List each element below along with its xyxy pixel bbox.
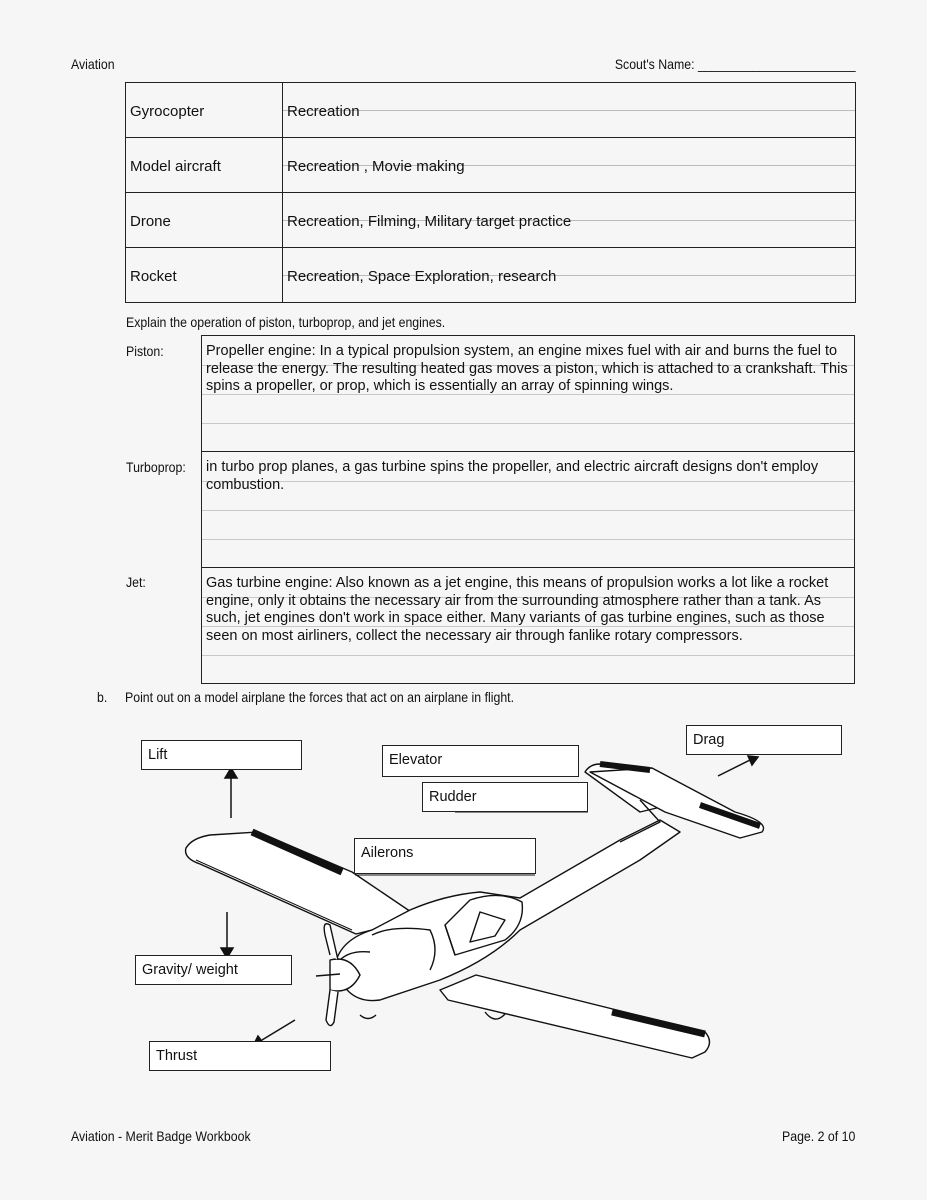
scout-name-field: Scout's Name: _______________________ — [615, 56, 856, 72]
piston-answer-box — [201, 335, 855, 452]
craft-cell — [126, 193, 283, 248]
use-text: Recreation, Filming, Military target practice — [287, 213, 572, 230]
ailerons-label: Ailerons — [354, 838, 536, 874]
form-line — [283, 110, 855, 111]
table-row — [126, 83, 856, 138]
elevator-label: Elevator — [382, 745, 579, 777]
footer-title: Aviation - Merit Badge Workbook — [71, 1128, 251, 1144]
jet-answer-box — [201, 567, 855, 684]
craft-name: Model aircraft — [130, 158, 221, 175]
rudder-label: Rudder — [422, 782, 588, 812]
thrust-arrow — [262, 1020, 295, 1040]
table-row — [126, 138, 856, 193]
use-cell — [283, 248, 856, 303]
section-marker: b. — [97, 689, 108, 705]
ruled-line — [202, 510, 854, 511]
header-title: Aviation — [71, 56, 115, 72]
craft-name: Gyrocopter — [130, 103, 205, 120]
craft-name: Rocket — [130, 268, 177, 285]
gravity-label: Gravity/ weight — [135, 955, 292, 985]
table-row — [126, 193, 856, 248]
craft-name: Drone — [130, 213, 171, 230]
engines-prompt: Explain the operation of piston, turboprop, and jet engines. — [126, 314, 446, 330]
piston-answer: Propeller engine: In a typical propulsion system, an engine mixes fuel with air and burns the fuel to release the energy. The resulting heated gas moves a piston, which is attached to a crankshaft. This spins a propeller, or prop, which is essentially an array of spinning wings. — [206, 343, 848, 395]
craft-cell — [126, 248, 283, 303]
propeller-blade — [324, 924, 338, 960]
jet-label: Jet: — [126, 574, 146, 590]
drag-label: Drag — [686, 725, 842, 755]
use-text: Recreation, Space Exploration, research — [287, 268, 557, 285]
thrust-label: Thrust — [149, 1041, 331, 1071]
horizontal-stabilizer — [590, 768, 763, 838]
piston-label: Piston: — [126, 343, 164, 359]
jet-answer: Gas turbine engine: Also known as a jet engine, this means of propulsion works a lot like a rocket engine, only it obtains the necessary air from the surrounding atmosphere rather than a tank. As such, jet engines don't work in space either. Many variants of gas turbine engines, such as those seen on most airliners, collect the necessary air through fanlike rotary compressors. — [206, 575, 829, 644]
turboprop-answer-box — [201, 451, 855, 568]
drag-arrow — [718, 760, 750, 776]
use-text: Recreation , Movie making — [287, 158, 465, 175]
use-text: Recreation — [287, 103, 360, 120]
turboprop-label: Turboprop: — [126, 459, 186, 475]
page-number: Page. 2 of 10 — [781, 1128, 855, 1144]
craft-cell — [126, 83, 283, 138]
ruled-line — [202, 655, 854, 656]
forces-prompt: Point out on a model airplane the forces that act on an airplane in flight. — [125, 689, 515, 705]
ruled-line — [202, 423, 854, 424]
table-row — [126, 248, 856, 303]
craft-cell — [126, 138, 283, 193]
turboprop-answer: in turbo prop planes, a gas turbine spins the propeller, and electric aircraft designs don't employ combustion. — [206, 459, 819, 493]
use-cell — [283, 83, 856, 138]
use-cell — [283, 138, 856, 193]
lift-label: Lift — [141, 740, 302, 770]
aircraft-uses-table — [125, 82, 856, 303]
ruled-line — [202, 539, 854, 540]
use-cell — [283, 193, 856, 248]
right-wing — [440, 975, 710, 1058]
